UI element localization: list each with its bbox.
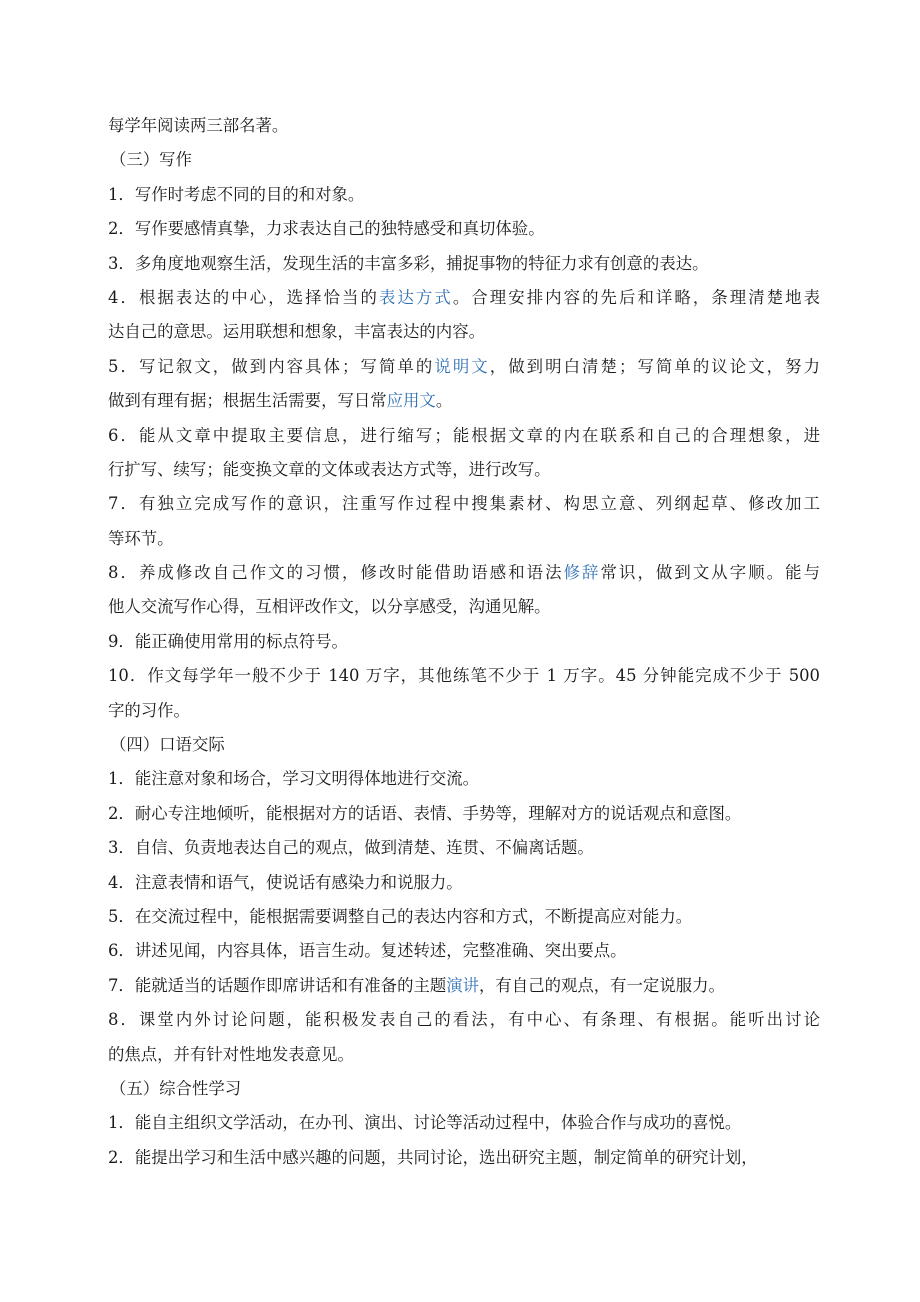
text-segment: 1．能自主组织文学活动，在办刊、演出、讨论等活动过程中，体验合作与成功的喜悦。: [108, 1113, 742, 1133]
glossary-link[interactable]: 修辞: [563, 563, 601, 583]
text-segment: （三）写作: [110, 150, 192, 170]
text-line: [108, 866, 820, 900]
text-segment: 他人交流写作心得，互相评改作文，以分享感受，沟通见解。: [108, 597, 551, 617]
text-segment: 5．写记叙文，做到内容具体；写简单的: [108, 356, 435, 376]
text-line: [108, 590, 820, 624]
paragraph: [108, 969, 820, 1003]
text-segment: 每学年阅读两三部名著。: [108, 116, 289, 135]
text-line: [108, 797, 820, 831]
glossary-link[interactable]: 表达方式: [378, 287, 453, 307]
text-segment: 7．能就适当的话题作即席讲话和有准备的主题: [108, 975, 447, 995]
section-heading: [108, 728, 820, 762]
text-line: [108, 969, 820, 1003]
text-segment: 的焦点，并有针对性地发表意见。: [108, 1044, 354, 1064]
section-heading: [108, 143, 820, 177]
text-segment: ，做到明白清楚；写简单的议论文，努力: [489, 356, 820, 376]
text-segment: 做到有理有据；根据生活需要，写日常: [108, 391, 387, 411]
paragraph: [108, 281, 820, 350]
text-segment: 2．写作要感情真挚，力求表达自己的独特感受和真切体验。: [108, 219, 545, 239]
text-line: [108, 419, 820, 453]
text-segment: 3．多角度地观察生活，发现生活的丰富多彩，捕捉事物的特征力求有创意的表达。: [108, 253, 709, 273]
text-line: [108, 453, 820, 487]
text-line: [108, 487, 820, 521]
text-segment: 。: [435, 391, 453, 411]
text-segment: 7．有独立完成写作的意识，注重写作过程中搜集素材、构思立意、列纲起草、修改加工: [108, 494, 820, 514]
paragraph: [108, 866, 820, 900]
text-segment: 1．能注意对象和场合，学习文明得体地进行交流。: [108, 769, 480, 789]
paragraph: [108, 419, 820, 488]
text-line: [108, 1003, 820, 1037]
text-segment: 5．在交流过程中，能根据需要调整自己的表达内容和方式，不断提高应对能力。: [108, 906, 693, 926]
text-line: [108, 625, 820, 659]
text-line: [108, 350, 820, 384]
paragraph: [108, 900, 820, 934]
text-line: [110, 1072, 820, 1106]
glossary-link[interactable]: 说明文: [434, 356, 490, 376]
text-segment: 常识，做到文从字顺。能与: [600, 563, 821, 583]
text-line: [110, 728, 820, 762]
text-segment: 字的习作。: [108, 700, 190, 720]
paragraph: [108, 1141, 820, 1175]
text-line: [108, 212, 820, 246]
paragraph: [108, 178, 820, 212]
text-line: [108, 556, 820, 590]
text-segment: （四）口语交际: [110, 735, 225, 755]
text-segment: 8．课堂内外讨论问题，能积极发表自己的看法，有中心、有条理、有根据。能听出讨论: [108, 1010, 820, 1030]
text-segment: 4．根据表达的中心，选择恰当的: [108, 287, 379, 307]
paragraph: [108, 1106, 820, 1140]
paragraph: [108, 659, 820, 728]
glossary-link[interactable]: 演讲: [446, 975, 480, 995]
paragraph: [108, 350, 820, 419]
paragraph: [108, 625, 820, 659]
section-heading: [108, 1072, 820, 1106]
text-segment: 1．写作时考虑不同的目的和对象。: [108, 184, 365, 204]
text-segment: 2．能提出学习和生活中感兴趣的问题，共同讨论，选出研究主题，制定简单的研究计划，: [108, 1147, 758, 1167]
paragraph: [108, 247, 820, 281]
text-line: [108, 247, 820, 281]
text-segment: 行扩写、续写；能变换文章的文体或表达方式等，进行改写。: [108, 459, 551, 479]
text-line: [108, 900, 820, 934]
paragraph: [108, 212, 820, 246]
text-segment: 10．作文每学年一般不少于 140 万字，其他练笔不少于 1 万字。45 分钟能完成不少于 500: [108, 666, 820, 686]
text-line: [110, 143, 820, 177]
paragraph: [108, 762, 820, 796]
text-line: [108, 762, 820, 796]
text-segment: ，有自己的观点，有一定说服力。: [479, 975, 725, 995]
text-line: [108, 934, 820, 968]
text-segment: 等环节。: [108, 528, 174, 548]
text-line: [108, 109, 820, 143]
text-line: [108, 281, 820, 315]
text-line: [108, 522, 820, 556]
text-segment: （五）综合性学习: [110, 1078, 242, 1098]
paragraph: [108, 487, 820, 556]
text-segment: 3．自信、负责地表达自己的观点，做到清楚、连贯、不偏离话题。: [108, 838, 594, 858]
text-line: [108, 694, 820, 728]
paragraph: [108, 109, 820, 143]
text-line: [108, 384, 820, 418]
text-segment: 2．耐心专注地倾听，能根据对方的话语、表情、手势等，理解对方的说话观点和意图。: [108, 803, 742, 823]
text-segment: 。合理安排内容的先后和详略，条理清楚地表: [452, 287, 821, 307]
paragraph: [108, 797, 820, 831]
text-segment: 达自己的意思。运用联想和想象，丰富表达的内容。: [108, 322, 485, 342]
text-segment: 8．养成修改自己作文的习惯，修改时能借助语感和语法: [108, 563, 564, 583]
text-line: [108, 315, 820, 349]
text-line: [108, 659, 820, 693]
text-line: [108, 831, 820, 865]
text-line: [108, 1038, 820, 1072]
text-segment: 6．讲述见闻，内容具体，语言生动。复述转述，完整准确、突出要点。: [108, 941, 627, 961]
paragraph: [108, 556, 820, 625]
paragraph: [108, 934, 820, 968]
text-segment: 4．注意表情和语气，使说话有感染力和说服力。: [108, 872, 463, 892]
paragraph: [108, 831, 820, 865]
text-line: [108, 178, 820, 212]
text-line: [108, 1141, 820, 1175]
glossary-link[interactable]: 应用文: [386, 391, 436, 411]
document-body: [108, 109, 820, 1175]
text-segment: 9．能正确使用常用的标点符号。: [108, 631, 348, 651]
text-line: [108, 1106, 820, 1140]
text-segment: 6．能从文章中提取主要信息，进行缩写；能根据文章的内在联系和自己的合理想象，进: [108, 425, 820, 445]
paragraph: [108, 1003, 820, 1072]
